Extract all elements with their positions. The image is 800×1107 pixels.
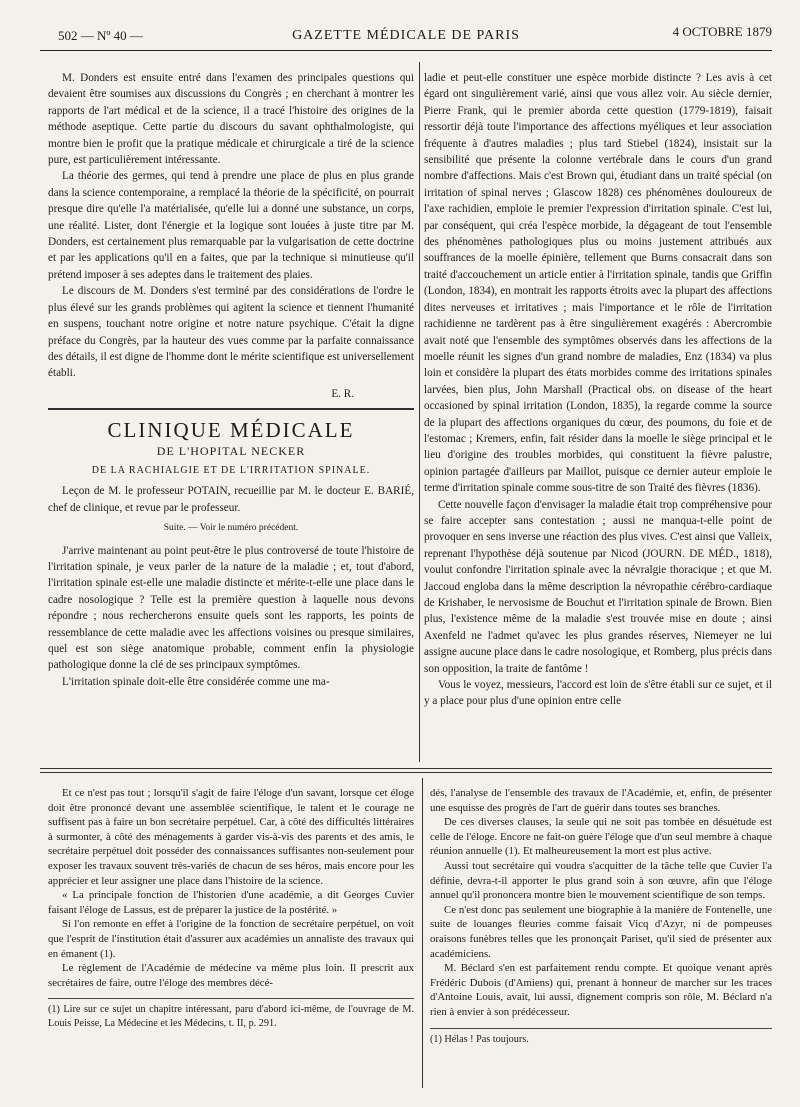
paragraph: « La principale fonction de l'historien d'une académie, a dit Georges Cuvier faisant l'éloge de Lassus, est de préparer la justice de la postérité. » [48,889,414,916]
feuilleton-right-column [430,786,772,1081]
paragraph: ladie et peut-elle constituer une espèce morbide distincte ? Les avis à cet égard ont singulièrement varié, ainsi que vous allez voir. Au siècle dernier, Pierre Frank, qui le premier aborda cette question (1779-1819), faisait ressortir déjà toute l'importance des affections myéliques et leur association fréquente à d'autres maladies ; plus tard Stiebel (1824), insistait sur la sensibilité que présente la colonne vertébrale dans le cours d'un grand nombre d'affections. Mais c'est Brown qui, étudiant dans un traité spécial (on irritation of spinal nerves ; Glascow 1828) ces phénomènes douloureux de l'axe rachidien, emploie le premier l'expression d'irritation spinale. C'est lui, par conséquent, qui créa l'espèce morbide, la dégageant de tout l'ensemble des phénomènes pathologiques plus ou moins justement attribués aux souffrances de la moelle épinière, tellement que Burns consacrait dans son traité d'accouchement un article entier à l'irritation spinale, tandis que Griffin (London, 1834), en montrait les rapports étroits avec la plupart des affections dites nerveuses et irritatives ; mais l'importance et le rôle de l'irritation rachidienne ne tardèrent pas à être singulièrement exagérés : Abercrombie avait noté que l'ensemble des symptômes observés dans les affections de la moelle réunit les signes d'un grand nombre de maladies, Enz (1834) va plus loin et considère la plupart des états morbides comme des irritations spinales larvées, bien plus, John Marshall (Practical obs. on disease of the heart occasioned by spinal irritation (London, 1835), la regarde comme la source de la plupart des affections organiques du cœur, des poumons, du foie et de l'estomac ; Kremers, enfin, fait résider dans la moelle le siège principal et le lieu d'origine des troubles morbides, qui constituent la fièvre palustre, opinion partagée d'ailleurs par Maillot, puisque ce dernier auteur emploie le terme d'irritation spinale comme sous-titre de son Traité des fièvres (1836). [424,72,772,495]
paragraph: J'arrive maintenant au point peut-être le plus controversé de toute l'histoire de l'irritation spinale, je veux parler de la nature de la maladie ; et, tout d'abord, l'irritation spinale est-elle une maladie distincte et mérite-t-elle une place dans le cadre nosologique ? Telle est la première question à laquelle nous devons répondre ; nous rechercherons ensuite quels sont les rapports, les points de ressemblance de cette maladie avec les affections voisines ou presque similaires, quel est son siège anatomique probable, comment enfin la physiologie pathologique donne la clé de ses principaux symptômes. [48,544,414,672]
lecture-credit: Leçon de M. le professeur POTAIN, recueillie par M. le docteur E. BARIÉ, chef de clinique, et revue par le professeur. [48,485,414,514]
paragraph: Si l'on remonte en effet à l'origine de la fonction de secrétaire perpétuel, on voit que l'esprit de l'institution était d'assurer aux académies un annaliste des travaux qui en émanent (1). [48,918,414,960]
feuilleton-rule-bottom [40,772,772,773]
paragraph: Ce n'est donc pas seulement une biographie à la manière de Fontenelle, une suite de louanges fleuries comme faisait Vicq d'Azyr, ni de pompeuses oraisons funèbres telles que les prononçait Pariset, qu'il sied de présenter aux académiciens. [430,903,772,960]
paragraph: Aussi tout secrétaire qui voudra s'acquitter de la tâche telle que Cuvier l'a définie, devra-t-il apporter le plus grand soin à son œuvre, afin que l'éloge annuel qu'il prononcera montre bien le mouvement scientifique de son temps. [430,859,772,902]
paragraph: M. Donders est ensuite entré dans l'examen des principales questions qui devaient être soumises aux discussions du Congrès ; en cherchant à montrer les rapports de l'art médical et de la science, il a tracé l'histoire des origines de la méthode aseptique. Cette partie du discours du savant ophthalmologiste, qui montre bien le profit que la pratique médicale et chirurgicale a tiré de la science pure, est particulièrement intéressante. [48,72,414,167]
paragraph: Cette nouvelle façon d'envisager la maladie était trop compréhensive pour se faire accepter sans contestation ; aussi ne manqua-t-elle point de provoquer en sens inverse une réaction des plus vives. C'est ainsi que Valleix, reprenant l'hypothèse déjà soutenue par Nicod (JOURN. DE MÉD., 1818), voulut confondre l'irritation spinale avec la névralgie thoracique ; et que M. Jaccoud engloba dans la même description la névropathie cérébro-cardiaque de Krishaber, le nervosisme de Bouchut et l'irritation spinale de Brown. Bien plus, l'existence même de la maladie s'est trouvée mise en doute ; ainsi Axenfeld ne l'admet qu'avec les plus grandes réserves, Niemeyer ne lui assigne aucune place dans le cadre nosologique, et Romberg, plus précis dans son opposition, la traite de fantôme ! [424,498,772,675]
paragraph: M. Béclard s'en est parfaitement rendu compte. Et quoique venant après Frédéric Dubois (d'Amiens) qui, prenant à honneur de marcher sur les traces d'Antoine Louis, avait, lui aussi, dignement compris son rôle, M. Béclard n'a rien à envier à son prédécesseur. [430,962,772,1018]
right-column [424,70,772,760]
page-header [40,14,772,51]
section-title: CLINIQUE MÉDICALE [107,418,355,443]
section-topic: DE LA RACHIALGIE ET DE L'IRRITATION SPINALE. [91,464,371,476]
paragraph: De ces diverses clauses, la seule qui ne soit pas tombée en désuétude est celle de l'éloge. Encore ne fait-on guère l'éloge que d'un seul membre à chaque réunion annuelle (1). Et malheureusement la mort est plus active. [430,816,772,858]
section-subtitle: DE L'HOPITAL NECKER [156,443,306,458]
feuilleton-rule-top [40,768,772,769]
signature: E. R. [331,387,354,400]
paragraph: L'irritation spinale doit-elle être considérée comme une ma- [62,675,330,688]
paragraph: Le règlement de l'Académie de médecine va même plus loin. Il prescrit aux secrétaires de faire, outre l'éloge des membres décé- [48,962,414,989]
feuilleton-left-column [48,786,414,1081]
page-folio: 502 — Nº 40 — [58,28,143,43]
journal-title: GAZETTE MÉDICALE DE PARIS [292,28,520,43]
paragraph: Et ce n'est pas tout ; lorsqu'il s'agit de faire l'éloge d'un savant, lorsque cet éloge doit être prononcé devant une assemblée scientifique, le talent et le courage ne suffisent pas à faire un bon secrétaire perpétuel. Car, à côté des difficultés littéraires à surmonter, à côté des ménagements à garder vis-à-vis des parents et des amis, le secrétaire perpétuel doit posséder des connaissances suffisantes non-seulement pour exposer les travaux souvent très-variés de chacun de ses héros, mais encore pour les apprécier et leur assigner une place dans l'histoire de la science. [48,787,414,887]
issue-date: 4 OCTOBRE 1879 [672,24,772,39]
paragraph: Vous le voyez, messieurs, l'accord est loin de s'être établi sur ce sujet, et il y a place pour plus d'une opinion entre celle [424,679,772,708]
paragraph: La théorie des germes, qui tend à prendre une place de plus en plus grande dans la science contemporaine, a remplacé la théorie de la spécificité, on pourrait presque dire qu'elle l'a matérialisée, qu'elle lui a donné une substance, un corps, une réalité. Lister, dont l'énergie et la logique sont louées à juste titre par M. Donders, est certainement plus remarquable par la vulgarisation de cette doctrine et par les applications qu'il en a faites, que par la technique si minutieuse qu'il prétend imposer à ses adeptes dans le traitement des plaies. [48,170,414,281]
section-divider [48,408,414,410]
column-rule [419,62,420,762]
continuation-note: Suite. — Voir le numéro précédent. [163,523,299,534]
footnote: (1) Hélas ! Pas toujours. [430,1028,772,1047]
footnote: (1) Lire sur ce sujet un chapitre intéressant, paru d'abord ici-même, de l'ouvrage de M. Louis Peisse, La Médecine et les Médecins, t. II, p. 291. [48,998,414,1030]
left-column [48,70,414,750]
column-rule [422,778,423,1088]
paragraph: Le discours de M. Donders s'est terminé par des considérations de l'ordre le plus élevé sur les grands problèmes qui agitent la science et tiennent l'humanité en suspens, touchant notre origine et notre nature psychique. C'était la digne préface du Congrès, par la hauteur des vues comme par la parfaite connaissance des détails, il est digne de l'homme dont le mérite scientifique est universellement établi. [48,285,414,380]
paragraph: dés, l'analyse de l'ensemble des travaux de l'Académie, et, enfin, de présenter une esquisse des progrès de l'art de guérir dans toutes ses branches. [430,787,772,814]
